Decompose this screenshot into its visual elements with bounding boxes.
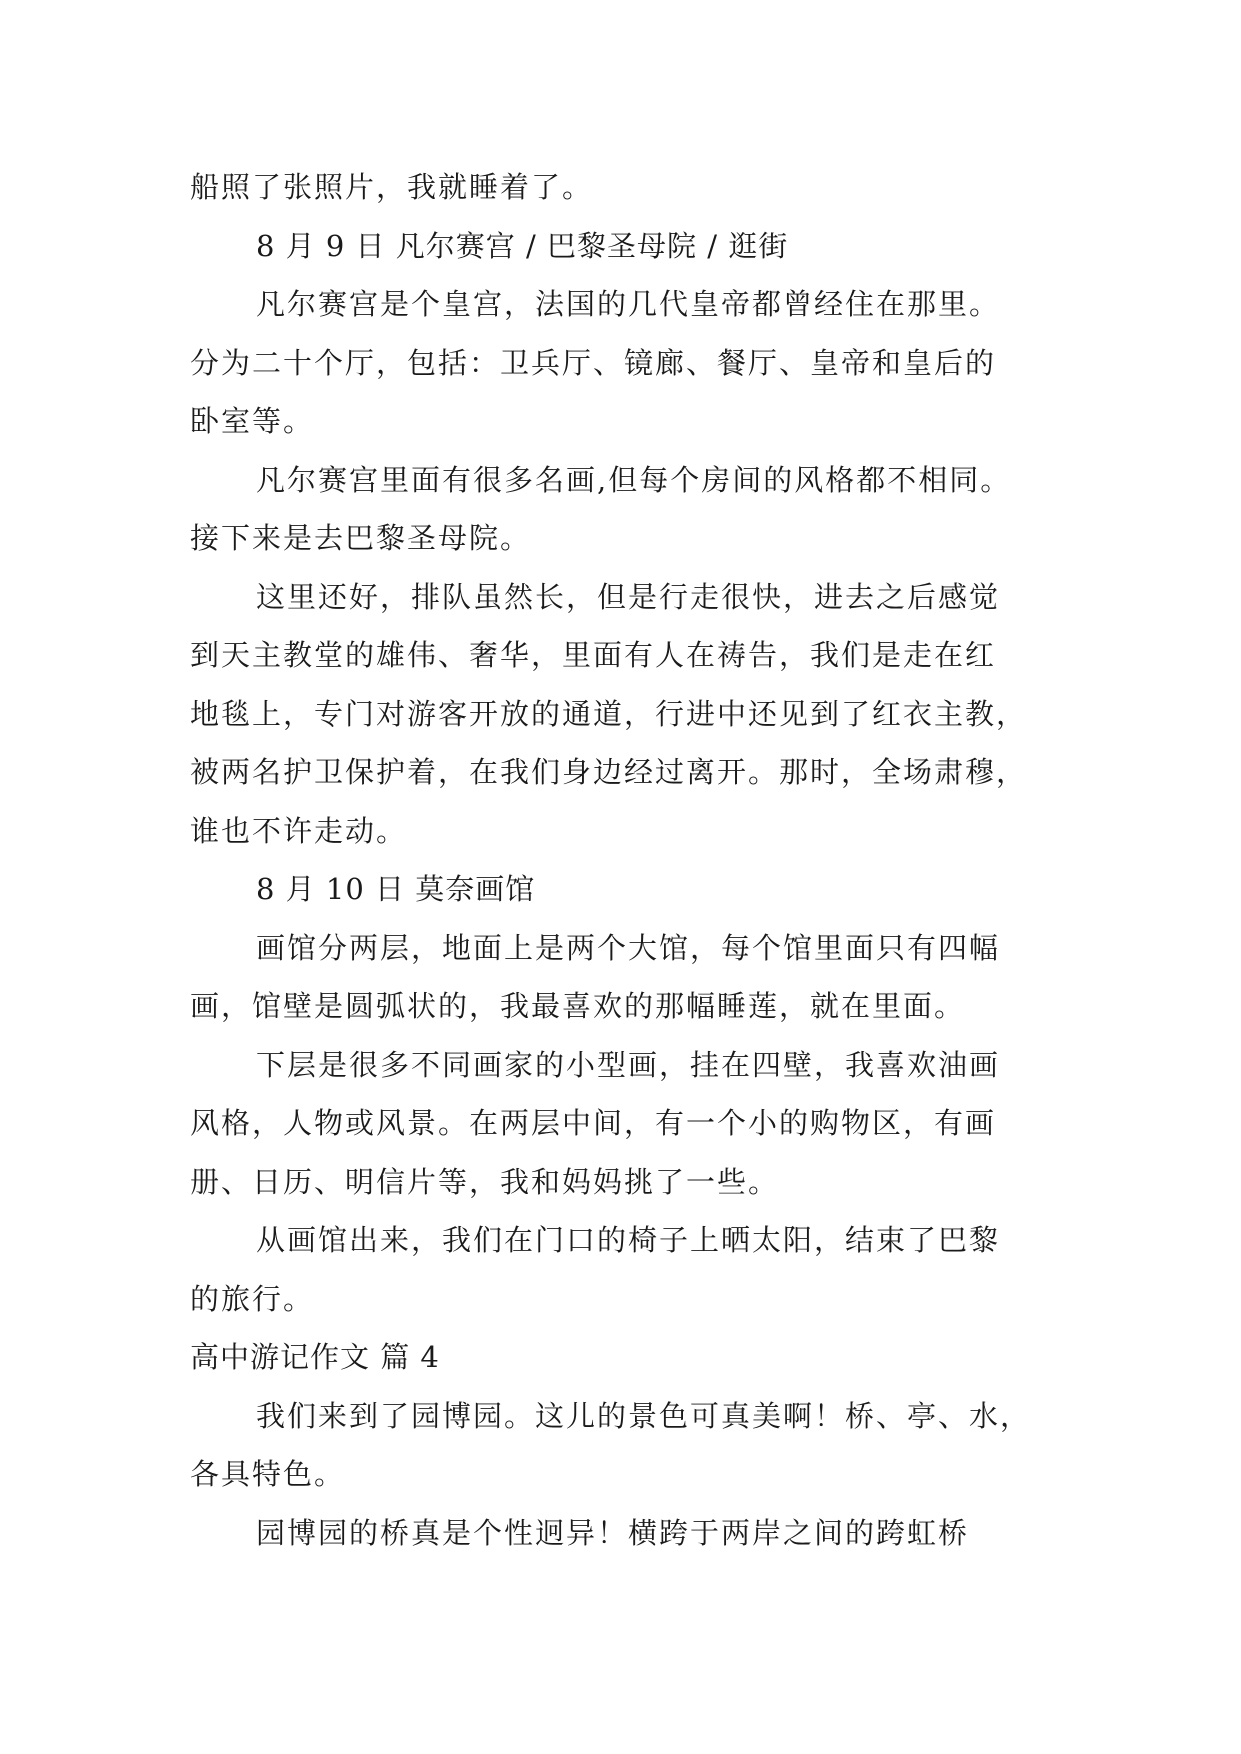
text-line: 我们来到了园博园。这儿的景色可真美啊！桥、亭、水， [256,1398,1032,1433]
text-line: 画，馆壁是圆弧状的，我最喜欢的那幅睡莲，就在里面。 [190,989,966,1023]
document-body [190,158,1070,1562]
text-line: 船照了张照片，我就睡着了。 [190,170,594,204]
text-line: 册、日历、明信片等，我和妈妈挑了一些。 [190,1164,780,1199]
text-line: 被两名护卫保护着，在我们身边经过离开。那时，全场肃穆， [190,755,1028,789]
text-line: 从画馆出来，我们在门口的椅子上晒太阳，结束了巴黎 [256,1223,1001,1257]
diary-date-heading: 8 月 10 日 莫奈画馆 [256,872,536,906]
text-line: 下层是很多不同画家的小型画，挂在四壁，我喜欢油画 [256,1047,1001,1082]
text-line: 各具特色。 [190,1457,346,1491]
text-line: 凡尔赛宫是个皇宫，法国的几代皇帝都曾经住在那里。 [256,287,1001,321]
text-line: 这里还好，排队虽然长，但是行走很快，进去之后感觉 [256,579,1001,614]
text-line: 卧室等。 [190,404,315,438]
essay-title: 高中游记作文 篇 4 [190,1340,440,1374]
text-line: 到天主教堂的雄伟、奢华，里面有人在祷告，我们是走在红 [190,638,997,672]
text-line: 地毯上，专门对游客开放的通道，行进中还见到了红衣主教， [190,696,1028,731]
text-line: 风格，人物或风景。在两层中间，有一个小的购物区，有画 [190,1106,997,1140]
text-line: 谁也不许走动。 [190,813,408,848]
text-line: 的旅行。 [190,1281,315,1316]
text-line: 画馆分两层，地面上是两个大馆，每个馆里面只有四幅 [256,930,1001,965]
text-line: 分为二十个厅，包括：卫兵厅、镜廊、餐厅、皇帝和皇后的 [190,345,997,380]
diary-date-heading: 8 月 9 日 凡尔赛宫 / 巴黎圣母院 / 逛街 [256,228,789,263]
text-line: 园博园的桥真是个性迥异！横跨于两岸之间的跨虹桥 [256,1515,970,1550]
text-line: 凡尔赛宫里面有很多名画,但每个房间的风格都不相同。 [256,462,1012,497]
text-line: 接下来是去巴黎圣母院。 [190,521,532,555]
